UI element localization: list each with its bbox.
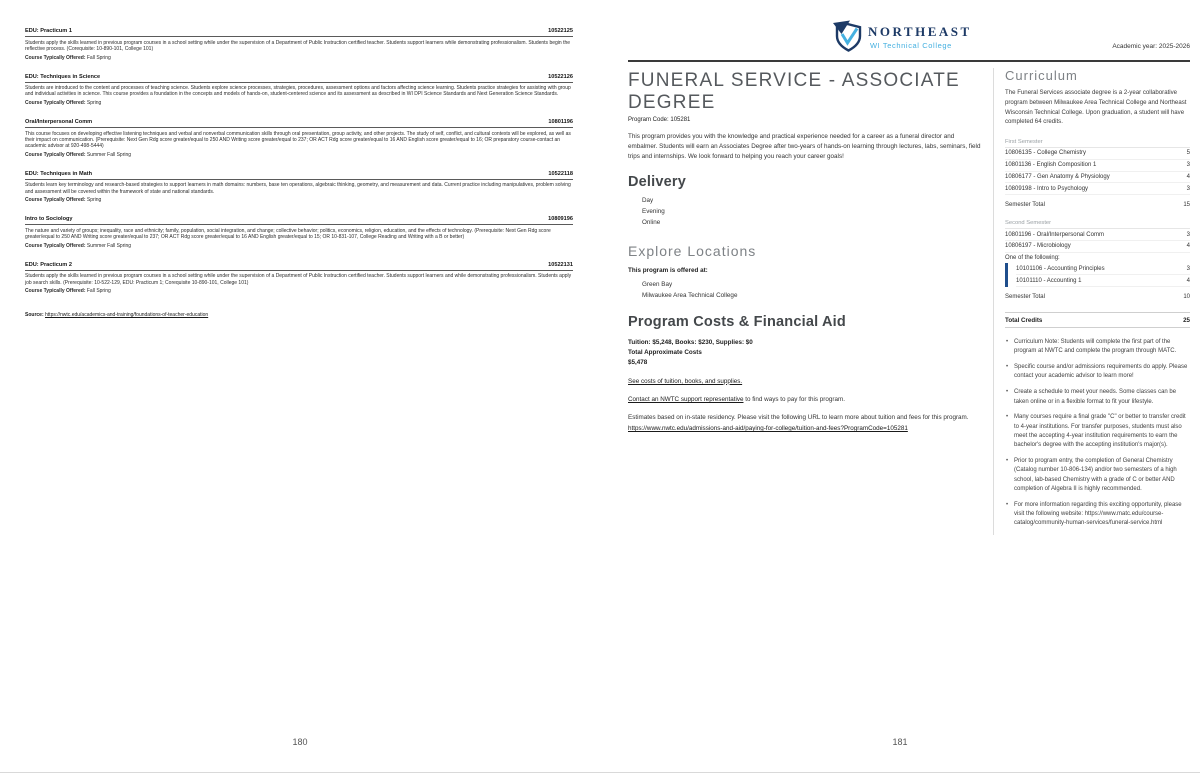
- locations-heading: Explore Locations: [628, 243, 757, 260]
- curriculum-note: • Curriculum Note: Students will complete the first part of the program at NWTC and complete the program through MATC.: [1005, 338, 1190, 357]
- costs-link-row: [628, 377, 985, 386]
- curriculum-row: [1005, 172, 1190, 184]
- delivery-heading: Delivery: [628, 174, 687, 191]
- course-code: 10522126: [548, 73, 573, 80]
- course-credits: 4: [1186, 277, 1190, 284]
- source-label: Source:: [25, 312, 44, 319]
- course-offered: [25, 243, 573, 249]
- course-name: 10809198 - Intro to Psychology: [1005, 185, 1089, 192]
- offered-label: Course Typically Offered:: [25, 151, 86, 158]
- curriculum-row: [1005, 229, 1190, 241]
- offered-at-label: This program is offered at:: [628, 267, 708, 275]
- total-costs-value: $5,478: [628, 358, 648, 366]
- course-title-row: [25, 171, 573, 180]
- course-title: EDU: Techniques in Math: [25, 170, 93, 177]
- estimates-text: Estimates based on in-state residency. Please visit the following URL to learn more about tuition and fees for this program.: [628, 414, 969, 422]
- course-offered: [25, 197, 573, 203]
- page-header: [628, 20, 1190, 62]
- shield-icon: [833, 20, 863, 54]
- total-credits-row: [1005, 312, 1190, 328]
- contact-link[interactable]: Contact an NWTC support representative: [628, 396, 744, 404]
- course-title-row: [25, 262, 573, 271]
- delivery-option: Day: [642, 197, 654, 205]
- course-block: [25, 262, 573, 295]
- program-code: Program Code: 105281: [628, 117, 691, 123]
- course-credits: 5: [1186, 150, 1190, 157]
- logo-text: [868, 24, 972, 50]
- course-name: 10101110 - Accounting 1: [1016, 277, 1082, 284]
- left-page: [25, 28, 573, 318]
- total-costs-label: Total Approximate Costs: [628, 349, 702, 357]
- offered-value: Summer Fall Spring: [86, 242, 132, 249]
- total-credits-label: Total Credits: [1005, 316, 1043, 324]
- curriculum-row: [1005, 183, 1190, 195]
- course-credits: 3: [1186, 185, 1190, 192]
- curriculum-heading: Curriculum: [1005, 68, 1078, 83]
- course-credits: 3: [1186, 162, 1190, 169]
- course-code: 10809196: [548, 216, 573, 223]
- course-block: [25, 28, 573, 61]
- location-item: Green Bay: [642, 281, 673, 289]
- offered-label: Course Typically Offered:: [25, 288, 86, 295]
- delivery-option: Evening: [642, 208, 665, 216]
- program-main: [628, 70, 985, 433]
- curriculum-note: • Specific course and/or admissions requirements do apply. Please contact your academic advisor to learn more!: [1005, 363, 1190, 382]
- course-credits: 3: [1186, 231, 1190, 238]
- course-name: 10806135 - College Chemistry: [1005, 150, 1087, 157]
- second-semester-label: Second Semester: [1005, 220, 1190, 229]
- course-code: 10801196: [548, 119, 573, 125]
- course-title: EDU: Techniques in Science: [25, 73, 101, 80]
- logo-title: NORTHEAST: [868, 24, 972, 39]
- logo-subtitle: WI Technical College: [870, 41, 952, 50]
- offered-label: Course Typically Offered:: [25, 100, 86, 106]
- offered-value: Fall Spring: [86, 288, 111, 295]
- semester-total-row: [1005, 294, 1190, 300]
- course-block: [25, 216, 573, 249]
- program-title: FUNERAL SERVICE - ASSOCIATE DEGREE: [628, 70, 960, 113]
- curriculum-note: • For more information regarding this exciting opportunity, please visit the following website: https://www.matc.edu/course-catalog/community-human-services/funeral-service.html: [1005, 501, 1190, 529]
- course-name: 10801196 - Oral/Interpersonal Comm: [1005, 231, 1104, 238]
- course-block: [25, 74, 573, 107]
- curriculum-intro: The Funeral Services associate degree is a 2-year collaborative program between Milwaukee Area Technical College and Northeast Wisconsin Technical College. Upon graduation, a student will have completed 64 credits.: [1005, 89, 1187, 126]
- curriculum-sidebar: [993, 68, 1190, 535]
- page-bottom-divider: [0, 772, 1200, 773]
- semester-total-row: [1005, 202, 1190, 208]
- course-code: 10522118: [548, 170, 573, 177]
- course-block: [25, 119, 573, 158]
- course-description: Students learn key terminology and research-based strategies to support learners in math domains: numbers, base ten operations, algebraic thinking, geometry, and measurement and data. Current practice including manipulatives, problem solving and assessment will be covered within the framework of state and national standards.: [25, 182, 571, 195]
- costs-heading: Program Costs & Financial Aid: [628, 314, 846, 331]
- curriculum-row: [1005, 148, 1190, 160]
- nwtc-logo: [833, 20, 972, 54]
- course-description: Students apply the skills learned in previous program courses in a school setting while under the supervision of a Department of Public Instruction certified teacher. Students support learners while demonstrating professionalism. Students begin the reflective process. (Corequisite: 10-890-101, College 101): [25, 39, 571, 52]
- course-offered: [25, 288, 573, 294]
- offered-label: Course Typically Offered:: [25, 197, 86, 204]
- semester-total-value: 10: [1183, 294, 1190, 301]
- academic-year: Academic year: 2025-2026: [1112, 43, 1190, 50]
- curriculum-note: • Create a schedule to meet your needs. Some classes can be taken online or in a flexible format to fit your lifestyle.: [1005, 388, 1190, 407]
- contact-text: to find ways to pay for this program.: [743, 396, 845, 404]
- course-description: Students are introduced to the content and processes of teaching science. Students explore science processes, strategies, procedures, assessment options and factors affecting science learning. Students practice strategies for assisting with group and individual activities in science. This course provides a foundation in the concepts and models of hands-on, student-centered science and its assessment as described in WI DPI Science Standards and Next Generation Science Standards.: [25, 85, 571, 98]
- course-offered: [25, 55, 573, 61]
- course-title-row: [25, 119, 573, 128]
- course-title: EDU: Practicum 1: [25, 28, 72, 34]
- location-item: Milwaukee Area Technical College: [642, 292, 738, 300]
- course-offered: [25, 152, 573, 158]
- curriculum-row: [1005, 241, 1190, 253]
- estimates-row: [628, 413, 985, 433]
- first-semester-label: First Semester: [1005, 139, 1190, 148]
- course-title: Intro to Sociology: [25, 216, 73, 223]
- offered-value: Fall Spring: [86, 54, 111, 61]
- delivery-list: [642, 195, 985, 228]
- tuition-fees-link[interactable]: https://www.nwtc.edu/admissions-and-aid/paying-for-college/tuition-and-fees?ProgramCode=105281: [628, 424, 908, 432]
- page-number-right: 181: [892, 737, 908, 747]
- semester-total-label: Semester Total: [1005, 294, 1045, 301]
- course-offered: [25, 100, 573, 106]
- course-description: This course focuses on developing effective listening techniques and verbal and nonverbal communication skills through oral presentation, group activity, and other projects. The study of self, conflict, and cultural contexts will be explored, as well as their impact on communication. (Prerequisite: Next Gen Rdg score greater/equal to 250 AND Writing score greater/equal to 237; OR ACT Rdg score greater/equal to 16 AND English score greater/equal to 16; OR preparatory course-contact an academic advisor at 920-498-5444): [25, 130, 571, 149]
- curriculum-notes: [1005, 338, 1190, 529]
- course-name: 10806197 - Microbiology: [1005, 243, 1071, 250]
- offered-value: Spring: [86, 100, 102, 106]
- course-choice-group: [1005, 263, 1190, 287]
- source-line: [25, 312, 573, 318]
- delivery-option: Online: [642, 219, 661, 227]
- course-description: The nature and variety of groups; inequality, race and ethnicity; family, population, social integration, and change; collective behavior; politics, economics, religion, education, and the effects of technology. (Prerequisite: Next Gen Rdg score greater/equal to 250 AND Writing score greater/equal to 237; OR ACT Rdg score greater/equal to 16 AND English greater/equal to 15; OR 10-831-107, College Reading and Writing with a B or better): [25, 227, 551, 240]
- course-name: 10801136 - English Composition 1: [1005, 162, 1097, 169]
- curriculum-row: [1005, 160, 1190, 172]
- tuition-line: Tuition: $5,248, Books: $230, Supplies: $0: [628, 339, 753, 347]
- course-block: [25, 171, 573, 204]
- contact-row: [628, 395, 985, 404]
- cost-summary: [628, 338, 985, 367]
- offered-label: Course Typically Offered:: [25, 54, 86, 61]
- source-link[interactable]: https://nwtc.edu/academics-and-training/foundations-of-teacher-education: [45, 312, 209, 319]
- course-credits: 3: [1186, 265, 1190, 272]
- course-title-row: [25, 28, 573, 37]
- one-of-following-label: One of the following:: [1005, 255, 1060, 262]
- course-title: Oral/Interpersonal Comm: [25, 119, 93, 125]
- course-title: EDU: Practicum 2: [25, 261, 72, 268]
- total-credits-value: 25: [1183, 316, 1190, 324]
- costs-link[interactable]: See costs of tuition, books, and supplies.: [628, 377, 743, 385]
- offered-label: Course Typically Offered:: [25, 242, 86, 249]
- offered-value: Spring: [86, 197, 102, 204]
- curriculum-note: • Many courses require a final grade "C" or better to transfer credit to 4-year institutions. For transfer purposes, students must also meet the accepting 4-year institution requirements to earn the bachelor's degree with the accepting institution's major(s).: [1005, 413, 1190, 450]
- course-title-row: [25, 216, 573, 225]
- program-description: This program provides you with the knowledge and practical experience needed for a career as a funeral director and embalmer. Students will earn an Associates Degree after two-years of hands-on learning through lectures, labs, seminars, field trips and internships. We look forward to helping you reach your career goals!: [628, 133, 981, 160]
- page-number-left: 180: [292, 737, 308, 747]
- curriculum-row: [1016, 263, 1190, 275]
- course-code: 10522125: [548, 28, 573, 34]
- course-name: 10101106 - Accounting Principles: [1016, 265, 1105, 272]
- course-credits: 4: [1186, 173, 1190, 180]
- course-title-row: [25, 74, 573, 83]
- course-description: Students apply the skills learned in previous program courses in a school setting while under the supervision of a Department of Public Instruction certified teacher. Students support learners and while demonstrating professionalism. Students apply job search skills. (Prerequisite: 10-522-129, EDU: Practicum 1; Corequisite 10-890-101, College 101): [25, 273, 572, 286]
- course-name: 10806177 - Gen Anatomy & Physiology: [1005, 173, 1110, 180]
- locations-list: [642, 279, 985, 301]
- curriculum-row: [1016, 275, 1190, 287]
- semester-total-label: Semester Total: [1005, 202, 1045, 209]
- course-code: 10522131: [548, 261, 573, 268]
- course-credits: 4: [1186, 243, 1190, 250]
- semester-total-value: 15: [1183, 202, 1190, 209]
- offered-value: Summer Fall Spring: [86, 151, 132, 158]
- curriculum-note: • Prior to program entry, the completion of General Chemistry (Catalog number 10-806-134) and/or two semesters of a high school, lab-based Chemistry with a grade of C or better AND completion of Algebra II is highly recommended.: [1005, 457, 1190, 494]
